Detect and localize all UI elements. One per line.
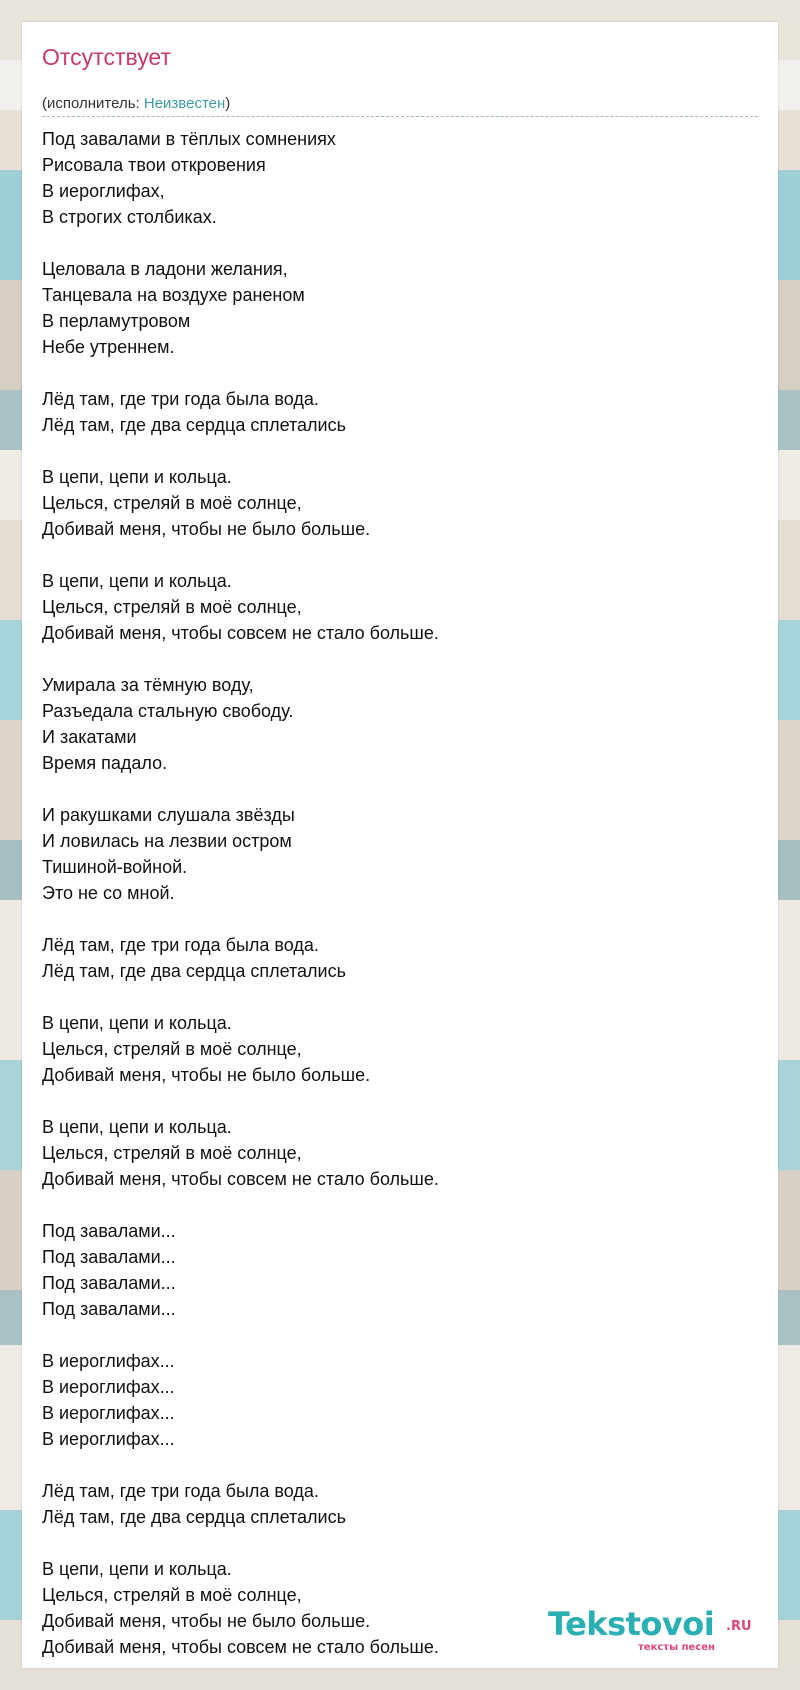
lyrics-line: Умирала за тёмную воду,	[42, 675, 254, 695]
lyrics-line: Лёд там, где два сердца сплетались	[42, 415, 346, 435]
lyrics-line: Лёд там, где три года была вода.	[42, 389, 319, 409]
lyrics-line: Целься, стреляй в моё солнце,	[42, 1039, 302, 1059]
artist-line	[42, 94, 230, 114]
lyrics-line: Целься, стреляй в моё солнце,	[42, 493, 302, 513]
lyrics-line: В цепи, цепи и кольца.	[42, 1013, 232, 1033]
lyrics-line: В строгих столбиках.	[42, 207, 217, 227]
lyrics-line: В цепи, цепи и кольца.	[42, 571, 232, 591]
lyrics-line: Время падало.	[42, 753, 168, 773]
lyrics-line: Разъедала стальную свободу.	[42, 701, 294, 721]
lyrics-line: Под завалами...	[42, 1247, 176, 1267]
lyrics-line: Под завалами в тёплых сомнениях	[42, 129, 336, 149]
lyrics-line: Лёд там, где два сердца сплетались	[42, 1507, 346, 1527]
artist-suffix: )	[225, 95, 231, 112]
lyrics-line: Лёд там, где три года была вода.	[42, 1481, 319, 1501]
lyrics-stanza	[42, 672, 758, 776]
lyrics-line: В цепи, цепи и кольца.	[42, 467, 232, 487]
lyrics-line: Добивай меня, чтобы не было больше.	[42, 519, 371, 539]
lyrics-line: Целься, стреляй в моё солнце,	[42, 1143, 302, 1163]
lyrics-line: Целься, стреляй в моё солнце,	[42, 1585, 302, 1605]
lyrics-line: Рисовала твои откровения	[42, 155, 266, 175]
lyrics-line: Лёд там, где три года была вода.	[42, 935, 319, 955]
lyrics-line: В иероглифах...	[42, 1377, 175, 1397]
lyrics-line: Танцевала на воздухе раненом	[42, 285, 305, 305]
lyrics-text	[42, 126, 758, 1660]
lyrics-line: Это не со мной.	[42, 883, 175, 903]
lyrics-line: Добивай меня, чтобы не было больше.	[42, 1611, 371, 1631]
lyrics-line: Под завалами...	[42, 1299, 176, 1319]
lyrics-line: И ловилась на лезвии остром	[42, 831, 292, 851]
lyrics-stanza	[42, 256, 758, 360]
song-title: Отсутствует	[42, 44, 171, 70]
artist-link[interactable]: Неизвестен	[143, 95, 226, 112]
lyrics-line: В цепи, цепи и кольца.	[42, 1117, 232, 1137]
logo-wordmark: Tekstovoi	[548, 1605, 715, 1643]
logo-tld: .RU	[726, 1619, 752, 1634]
lyrics-line: Целовала в ладони желания,	[42, 259, 288, 279]
lyrics-line: И ракушками слушала звёзды	[42, 805, 295, 825]
lyrics-stanza	[42, 932, 758, 984]
lyrics-line: Под завалами...	[42, 1221, 176, 1241]
lyrics-stanza	[42, 568, 758, 646]
lyrics-line: И закатами	[42, 727, 137, 747]
lyrics-line: В иероглифах...	[42, 1351, 175, 1371]
lyrics-line: Небе утреннем.	[42, 337, 175, 357]
artist-prefix: (исполнитель:	[42, 95, 144, 112]
lyrics-stanza	[42, 1478, 758, 1530]
lyrics-stanza	[42, 802, 758, 906]
site-logo[interactable]	[548, 1606, 758, 1666]
lyrics-card	[22, 22, 778, 1668]
logo-tagline: тексты песен	[638, 1642, 715, 1653]
lyrics-stanza	[42, 464, 758, 542]
lyrics-line: Добивай меня, чтобы совсем не стало больше.	[42, 1169, 439, 1189]
lyrics-line: Тишиной-войной.	[42, 857, 188, 877]
lyrics-line: Добивай меня, чтобы совсем не стало больше.	[42, 1637, 439, 1657]
lyrics-line: В иероглифах...	[42, 1429, 175, 1449]
lyrics-line: Лёд там, где два сердца сплетались	[42, 961, 346, 981]
lyrics-line: Под завалами...	[42, 1273, 176, 1293]
lyrics-line: Целься, стреляй в моё солнце,	[42, 597, 302, 617]
lyrics-stanza	[42, 386, 758, 438]
lyrics-line: В перламутровом	[42, 311, 191, 331]
lyrics-line: В иероглифах...	[42, 1403, 175, 1423]
lyrics-line: В иероглифах,	[42, 181, 165, 201]
lyrics-stanza	[42, 126, 758, 230]
lyrics-line: Добивай меня, чтобы не было больше.	[42, 1065, 371, 1085]
lyrics-line: Добивай меня, чтобы совсем не стало больше.	[42, 623, 439, 643]
lyrics-stanza	[42, 1114, 758, 1192]
lyrics-stanza	[42, 1348, 758, 1452]
lyrics-line: В цепи, цепи и кольца.	[42, 1559, 232, 1579]
song-header	[42, 42, 758, 117]
lyrics-stanza	[42, 1218, 758, 1322]
lyrics-stanza	[42, 1010, 758, 1088]
